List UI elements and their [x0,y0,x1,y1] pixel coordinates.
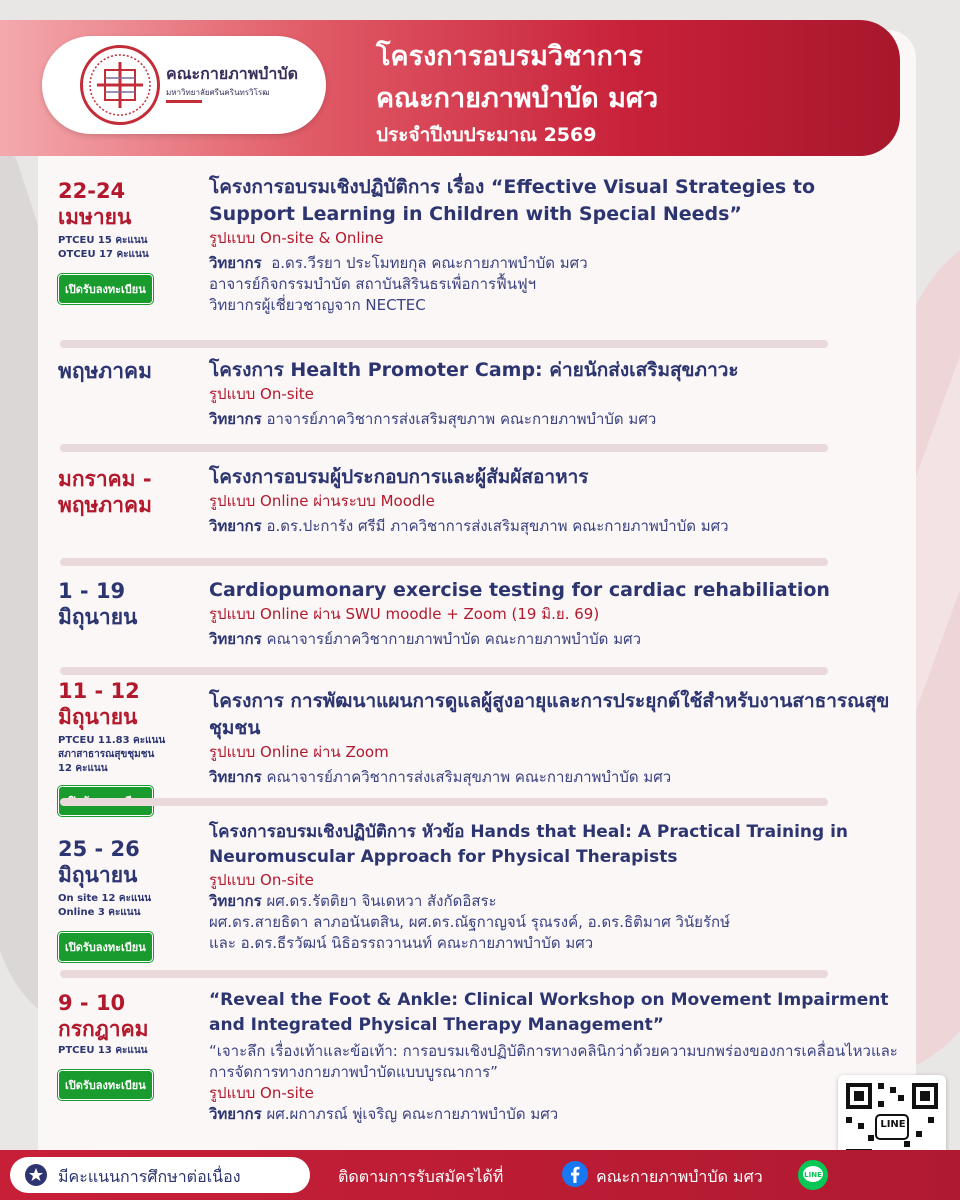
event-date-block [58,678,198,816]
event-date: 25 - 26 [58,837,140,861]
divider [60,558,828,566]
event-credit: OTCEU 17 คะแนน [58,249,149,260]
event-credit: On site 12 คะแนน [58,893,152,904]
event-date: 1 - 19 [58,579,126,603]
divider [60,798,828,806]
event-credit: 12 คะแนน [58,763,108,774]
event-date-block [58,990,198,1100]
event-month: มิถุนายน [58,863,138,887]
divider [60,340,828,348]
event-details [209,464,899,537]
event-date: พฤษภาคม [58,359,152,383]
event-speaker-extra: ผศ.ดร.สายธิดา ลาภอนันตสิน, ผศ.ดร.ณัฐกาญจน์ รุณรงค์, อ.ดร.ธิติมาศ วินัยรักษ์ [209,913,730,931]
event-date-block [58,466,198,518]
event-title: โครงการอบรมเชิงปฏิบัติการ เรื่อง “Effective Visual Strategies to Support Learning in Children with Special Needs” [209,176,815,225]
page-title: โครงการอบรมวิชาการ [376,41,643,72]
register-badge[interactable]: เปิดรับลงทะเบียน [58,1070,153,1100]
event-speaker-extra: อาจารย์กิจกรรมบำบัด สถาบันสิรินธรเพื่อการฟื้นฟูฯ [209,275,537,293]
divider [60,444,828,452]
page-title-line2: คณะกายภาพบำบัด มศว [376,83,659,114]
event-speaker: วิทยากร อ.ดร.วีรยา ประโมทยกุล คณะกายภาพบำบัด มศว [209,254,588,272]
event-details [209,577,899,650]
event-details [209,688,899,788]
event-format: รูปแบบ On-site [209,1084,314,1102]
event-details [209,988,899,1125]
event-speaker: วิทยากร อ.ดร.ปะการัง ศรีมี ภาควิชาการส่งเสริมสุขภาพ คณะกายภาพบำบัด มศว [209,517,729,535]
event-details [209,174,899,316]
register-badge[interactable]: เปิดรับลงทะเบียน [58,274,153,304]
event-speaker: วิทยากร ผศ.ผกาภรณ์ พู่เจริญ คณะกายภาพบำบัด มศว [209,1105,559,1123]
facebook-icon[interactable] [562,1161,588,1187]
event-title: โครงการ Health Promoter Camp: ค่ายนักส่งเสริมสุขภาวะ [209,359,739,381]
logo-faculty-name: คณะกายภาพบำบัด [166,64,298,83]
event-date: 22-24 [58,179,126,203]
event-details [209,820,899,954]
qr-label: LINE [880,1119,906,1130]
divider [60,667,828,675]
page-subtitle: ประจำปีงบประมาณ 2569 [376,124,597,146]
event-date-block [58,358,198,384]
event-month: กรกฎาคม [58,1017,149,1041]
event-details [209,357,899,430]
event-month: มิถุนายน [58,605,138,629]
event-speaker: วิทยากร ผศ.ดร.รัตติยา จินเดหวา สังกัดอิสระ [209,892,497,910]
event-month: เมษายน [58,205,132,229]
svg-text:LINE: LINE [804,1171,822,1179]
event-date-block [58,578,198,630]
event-format: รูปแบบ On-site [209,871,314,889]
event-format: รูปแบบ On-site [209,385,314,403]
event-date: 11 - 12 [58,679,140,703]
event-date: มกราคม - [58,467,152,491]
footer-follow-text: ติดตามการรับสมัครได้ที่ [338,1167,504,1186]
event-credit: Online 3 คะแนน [58,907,141,918]
event-credit: PTCEU 15 คะแนน [58,235,148,246]
faculty-seal-icon [80,45,160,125]
event-title: “Reveal the Foot & Ankle: Clinical Workshop on Movement Impairment and Integrated Physical Therapy Management” [209,990,889,1035]
logo-university-name: มหาวิทยาลัยศรีนครินทรวิโรฒ [166,88,270,97]
footer-credit-text: มีคะแนนการศึกษาต่อเนื่อง [58,1167,241,1186]
line-icon[interactable] [798,1160,828,1190]
event-thai-title: “เจาะลึก เรื่องเท้าและข้อเท้า: การอบรมเชิงปฏิบัติการทางคลินิกว่าด้วยความบกพร่องของการเคลื่อนไหวและการจัดการทางกายภาพบำบัดแบบบูรณาการ” [209,1042,898,1081]
event-speaker: วิทยากร คณาจารย์ภาควิชากายภาพบำบัด คณะกายภาพบำบัด มศว [209,630,642,648]
logo-underline [166,100,202,103]
event-credit: PTCEU 11.83 คะแนน [58,735,166,746]
event-title: โครงการอบรมเชิงปฏิบัติการ หัวข้อ Hands that Heal: A Practical Training in Neuromuscular Approach for Physical Therapists [209,822,849,867]
event-date-block [58,178,198,304]
event-format: รูปแบบ On-site & Online [209,229,384,247]
event-speaker: วิทยากร อาจารย์ภาควิชาการส่งเสริมสุขภาพ คณะกายภาพบำบัด มศว [209,410,657,428]
event-title: โครงการ การพัฒนาแผนการดูแลผู้สูงอายุและการประยุกต์ใช้สำหรับงานสาธารณสุขชุมชน [209,690,890,739]
event-title: Cardiopumonary exercise testing for cardiac rehabiliation [209,579,830,601]
event-format: รูปแบบ Online ผ่าน SWU moodle + Zoom (19 มิ.ย. 69) [209,605,600,623]
event-format: รูปแบบ Online ผ่าน Zoom [209,743,389,761]
event-credit: PTCEU 13 คะแนน [58,1045,148,1056]
event-format: รูปแบบ Online ผ่านระบบ Moodle [209,492,435,510]
event-title: โครงการอบรมผู้ประกอบการและผู้สัมผัสอาหาร [209,466,589,488]
divider [60,970,828,978]
register-badge[interactable]: เปิดรับลงทะเบียน [58,932,153,962]
event-credit: สภาสาธารณสุขชุมชน [58,749,155,760]
event-speaker: วิทยากร คณาจารย์ภาควิชาการส่งเสริมสุขภาพ คณะกายภาพบำบัด มศว [209,768,672,786]
event-month: พฤษภาคม [58,493,152,517]
event-date: 9 - 10 [58,991,126,1015]
star-icon [24,1163,48,1187]
facebook-page-link[interactable]: คณะกายภาพบำบัด มศว [596,1167,763,1186]
event-date-block [58,836,198,962]
event-month: มิถุนายน [58,705,138,729]
event-speaker-extra: วิทยากรผู้เชี่ยวชาญจาก NECTEC [209,296,426,314]
event-speaker-extra: และ อ.ดร.ธีรวัฒน์ นิธิอรรถวานนท์ คณะกายภาพบำบัด มศว [209,934,594,952]
